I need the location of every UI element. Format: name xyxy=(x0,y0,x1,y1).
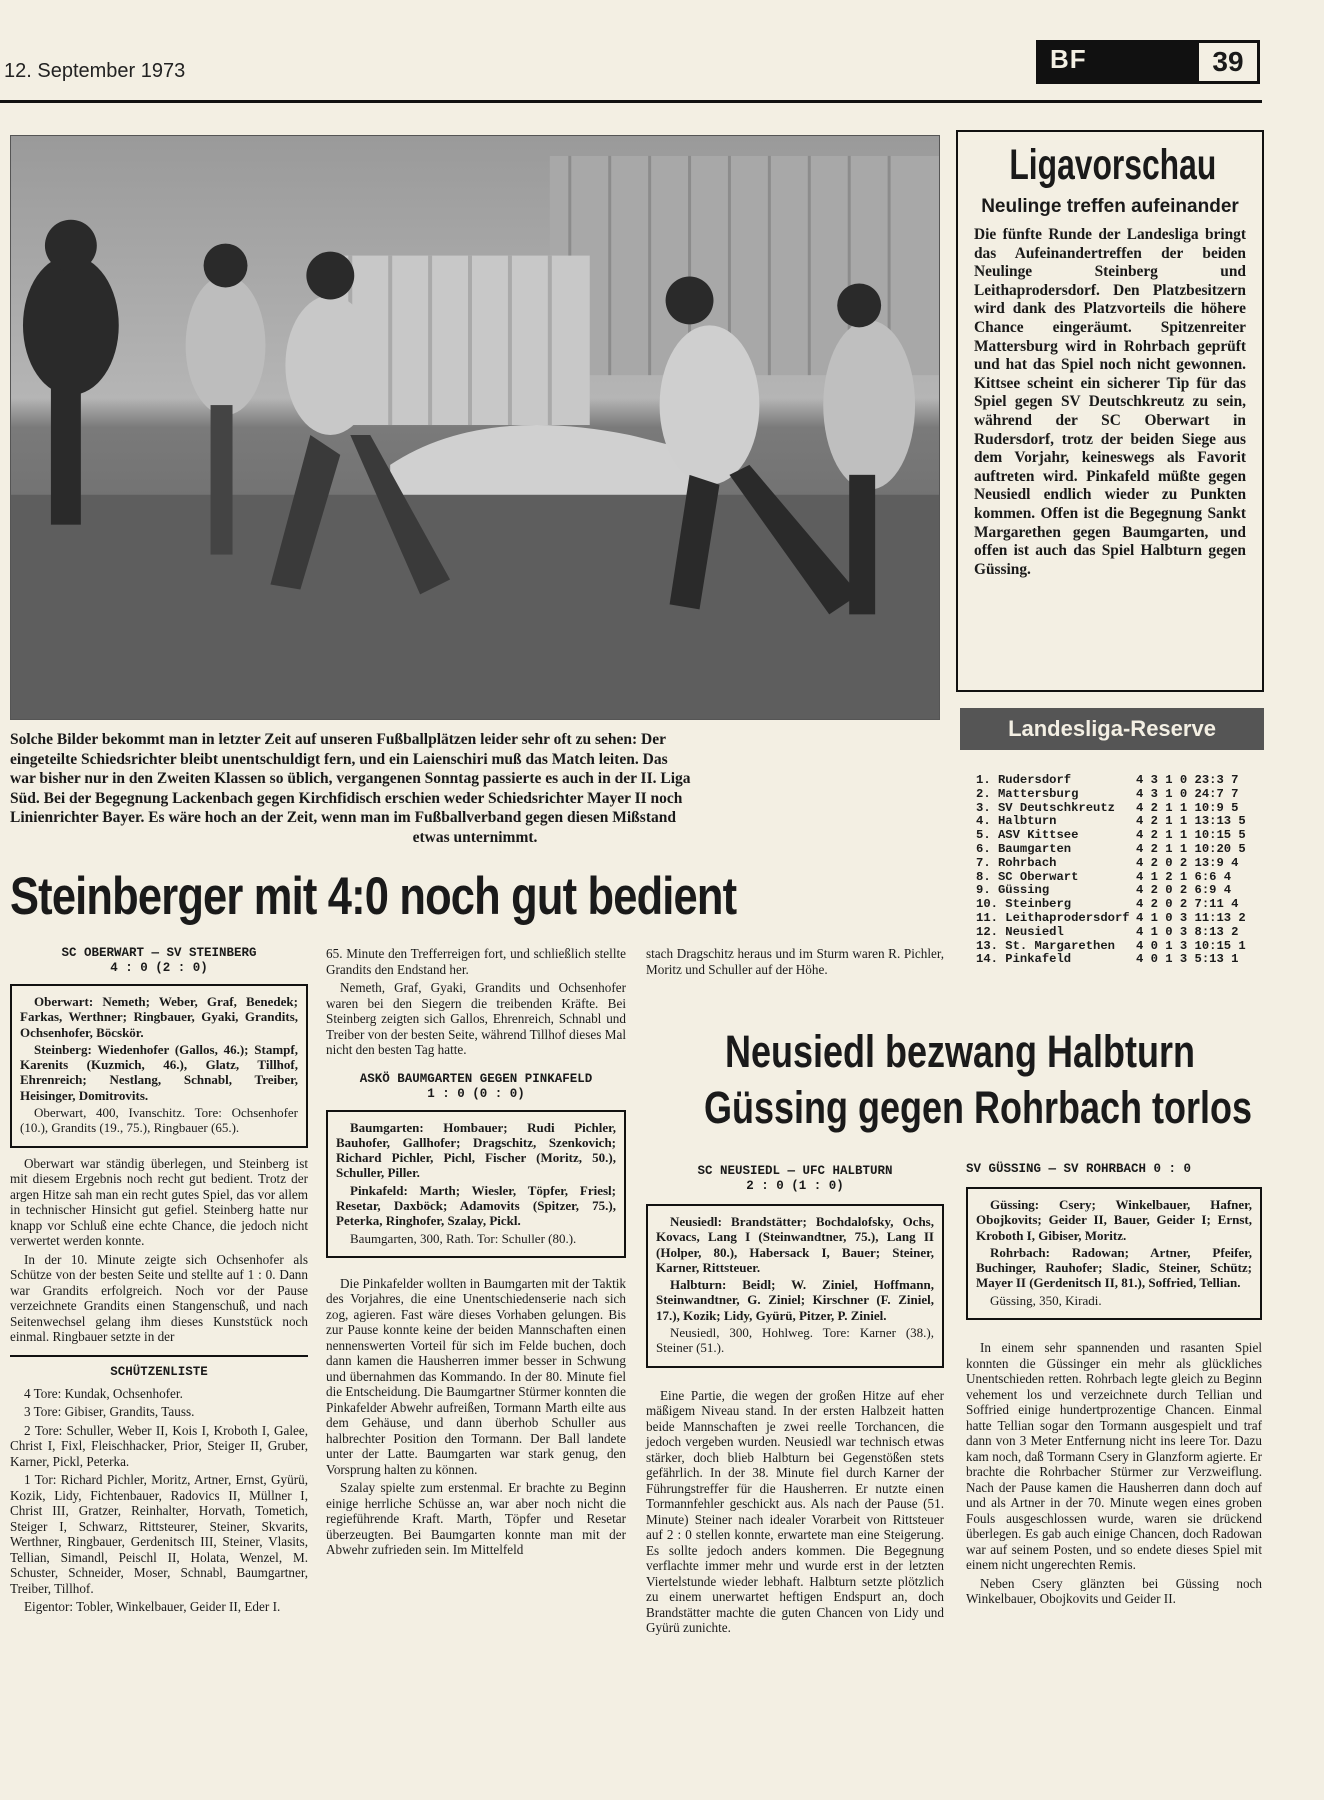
team-name: 11. Leithaprodersdorf xyxy=(976,911,1130,925)
scorers-entry: Eigentor: Tobler, Winkelbauer, Geider II, Eder I. xyxy=(24,1599,281,1615)
reserve-table-title: Landesliga-Reserve xyxy=(960,708,1264,750)
team-name: 3. SV Deutschkreutz xyxy=(976,801,1115,815)
match2-score: 1 : 0 (0 : 0) xyxy=(427,1086,525,1101)
team-stats: 4 2 1 1 10:9 5 xyxy=(1136,800,1239,815)
table-row xyxy=(976,884,1262,898)
match4-facts: Güssing, 350, Kiradi. xyxy=(990,1292,1102,1308)
lineup-baumgarten: Baumgarten: Hombauer; Rudi Pichler, Bauhofer, Gallhofer; Dragschitz, Szenkovich; Richard Pichler, Pichl, Fischer (Moritz, 50.), Schuller, Piller. xyxy=(336,1119,616,1181)
team-stats: 4 2 0 2 7:11 4 xyxy=(1136,897,1239,912)
match2-facts: Baumgarten, 300, Rath. Tor: Schuller (80.). xyxy=(350,1230,577,1246)
lineup-guessing: Güssing: Csery; Winkelbauer, Hafner, Obojkovits; Geider II, Bauer, Geider I; Ernst, Kroboth I, Gibiser, Moritz. xyxy=(976,1197,1252,1243)
team-name: 9. Güssing xyxy=(976,884,1050,898)
team-name: 7. Rohrbach xyxy=(976,856,1057,870)
issue-date: 12. September 1973 xyxy=(4,60,186,82)
lineup-halbturn: Halbturn: Beidl; W. Ziniel, Hoffmann, Steinwandtner, G. Ziniel; Kirschner (F. Ziniel, 17.), Kozik; Lidy, Gyürü, Pitzer, P. Ziniel. xyxy=(656,1277,934,1323)
report-paragraph: Oberwart war ständig überlegen, und Steinberg ist mit diesem Ergebnis noch recht gut bedient. Trotz der argen Hitze sah man ein recht gutes Spiel, das vor allem in technischer Hinsicht gut gefiel. Steinberg hatte nur knapp vor Schluß eine echte Chance, die jedoch nicht verwertet werden konnte. xyxy=(10,1155,308,1249)
team-stats: 4 2 1 1 10:20 5 xyxy=(1136,841,1246,856)
match3-facts: Neusiedl, 300, Hohlweg. Tore: Karner (38.), Steiner (51.). xyxy=(656,1325,934,1356)
team-stats: 4 1 0 3 8:13 2 xyxy=(1136,924,1239,939)
table-row xyxy=(976,802,1262,816)
table-row xyxy=(976,857,1262,871)
report-paragraph: Die Pinkafelder wollten in Baumgarten mit der Taktik des Vorjahres, die eine Unentschiedenserie nach sich zog, agieren. Fast wäre dieses Vorhaben gelungen. Bis zur Pause konnte keine der beiden Mannschaften einen nennenswerten Vorteil für sich im Felde buchen, doch dann kamen die Hausherren immer besser in Schwung und übernahmen das Kommando. In der 80. Minute fiel die Entscheidung. Die Baumgartner Stürmer konnten die Pinkafelder Abwehr aufreißen, Tormann Marth eilte aus dem Gehäuse, und dann überhob Schuller aus halbrechter Position den Tormann. Der Ball landete unter der Latte. Baumgarten war stark genug, den Vorsprung halten zu können. xyxy=(326,1275,626,1477)
column-1 xyxy=(10,946,308,1618)
team-stats: 4 0 1 3 10:15 1 xyxy=(1136,938,1246,953)
column-3-top xyxy=(646,946,944,980)
preview-subtitle: Neulinge treffen aufeinander xyxy=(981,196,1239,217)
team-stats: 4 2 0 2 6:9 4 xyxy=(1136,883,1232,898)
match4-heading: SV GÜSSING — SV ROHRBACH 0 : 0 xyxy=(966,1162,1192,1176)
report-paragraph: In der 10. Minute zeigte sich Ochsenhofer als Schütze von der besten Seite und stellte auf 1 : 0. Dann war Grandits erfolgreich. Noch vor der Pause verzeichnete Grandits einen Stangenschuß, und nach Seitenwechsel gelang ihm dieses Kunststück noch einmal. Ringbauer setzte in der xyxy=(10,1251,308,1345)
team-stats: 4 0 1 3 5:13 1 xyxy=(1136,952,1239,967)
match3-score: 2 : 0 (1 : 0) xyxy=(746,1179,844,1193)
report-paragraph: Szalay spielte zum erstenmal. Er brachte zu Beginn einige herrliche Schüsse an, war aber noch nicht die regieführende Kraft. Marth, Töpfer und Resetar überzeugten. Bei Baumgarten konnte man mit der Abwehr zufrieden sein. Im Mittelfeld xyxy=(326,1480,626,1558)
match1-lineup-box xyxy=(10,984,308,1148)
preview-title: Ligavorschau xyxy=(1009,141,1217,189)
team-name: 8. SC Oberwart xyxy=(976,870,1079,884)
team-name: 5. ASV Kittsee xyxy=(976,829,1079,843)
team-name: 1. Rudersdorf xyxy=(976,774,1072,787)
team-name: 13. St. Margarethen xyxy=(976,939,1115,953)
team-name: 14. Pinkafeld xyxy=(976,953,1072,967)
report-paragraph: stach Dragschitz heraus und im Sturm waren R. Pichler, Moritz und Schuller auf der Höhe. xyxy=(646,946,944,977)
table-row xyxy=(976,898,1262,912)
scorers-entry: 2 Tore: Schuller, Weber II, Kois I, Kroboth I, Galee, Christ I, Fixl, Fleischhacker, Prior, Steiger II, Gruber, Karner, Pickl, Peterka. xyxy=(10,1422,308,1469)
table-row xyxy=(976,788,1262,802)
table-row xyxy=(976,815,1262,829)
table-row xyxy=(976,843,1262,857)
table-row xyxy=(976,940,1262,954)
report-paragraph: Eine Partie, die wegen der großen Hitze auf eher mäßigem Niveau stand. In der ersten Halbzeit hatten beide Mannschaften je zwei reelle Torchancen, die jedoch vergeben wurden. Neusiedl war technisch etwas stärker, doch blieb Halbturn bei Gegenstößen stets gefährlich. In der 38. Minute fiel durch Karner der Führungstreffer für die Hausherren. Er nutzte einen Tormannfehler geschickt aus. Als nach der Pause (51. Minute) Steiner nach idealer Vorarbeit von Rittsteuer auf 2 : 0 stellen konnte, erwartete man eine Steigerung. Es sollte jedoch anders kommen. Die Begegnung verflachte immer mehr und wurde erst in der letzten Viertelstunde wieder lebhaft. Halbturn setzte plötzlich zu einem unerwartet heftigen Endspurt an, doch Brandstätter machte die guten Chancen von Lidy und Gyürü zunichte. xyxy=(646,1387,944,1636)
report-paragraph: Neben Csery glänzten bei Güssing noch Winkelbauer, Obojkovits und Geider II. xyxy=(966,1575,1262,1607)
preview-body: Die fünfte Runde der Landesliga bringt das Aufeinandertreffen der beiden Neulinge Steinberg und Leithaprodersdorf. Den Platzbesitzern wird dank des Platzvorteils die höhere Chance eingeräumt. Spitzenreiter Mattersburg wird in Rohrbach geprüft und hat das Spiel noch nicht gewonnen. Kittsee scheint ein sicherer Tip für das Spiel gegen SV Deutschkreutz zu sein, während der SC Oberwart in Rudersdorf, trotz der beiden Siege aus dem Vorjahr, keineswegs als Favorit auftreten wird. Pinkafeld müßte gegen Neusiedl endlich wieder zu Punkten kommen. Offen ist die Begegnung Sankt Margarethen gegen Baumgarten, und offen ist auch das Spiel Halbturn gegen Güssing. xyxy=(974,226,1246,578)
section-label: BF xyxy=(1036,40,1196,84)
team-stats: 4 1 0 3 11:13 2 xyxy=(1136,910,1246,925)
second-headline-line: Neusiedl bezwang Halbturn xyxy=(724,1026,1196,1077)
report-paragraph: 65. Minute den Trefferreigen fort, und schließlich stellte Grandits den Endstand her. xyxy=(326,946,626,977)
team-stats: 4 2 1 1 13:13 5 xyxy=(1136,814,1246,829)
team-name: 10. Steinberg xyxy=(976,898,1072,912)
scorers-entry: 4 Tore: Kundak, Ochsenhofer. xyxy=(24,1385,183,1401)
team-name: 6. Baumgarten xyxy=(976,842,1072,856)
caption-line: Süd. Bei der Begegnung Lackenbach gegen Kirchfidisch erschien weder Schiedsrichter Mayer II noch xyxy=(10,789,683,807)
match1-score: 4 : 0 (2 : 0) xyxy=(110,961,208,975)
team-stats: 4 3 1 0 23:3 7 xyxy=(1136,773,1239,787)
match4-lineup-box xyxy=(966,1187,1262,1320)
caption-line: war bisher nur in den Zweiten Klassen so üblich, vergangenen Sonntag passierte es auch in der II. Liga xyxy=(10,770,691,788)
team-stats: 4 1 2 1 6:6 4 xyxy=(1136,869,1232,884)
team-name: 2. Mattersburg xyxy=(976,787,1079,801)
match3-lineup-box xyxy=(646,1204,944,1368)
table-row xyxy=(976,871,1262,885)
caption-line: Linienrichter Bayer. Es wäre hoch an der Zeit, wenn man im Fußballverband gegen diesen Mißstand xyxy=(10,809,676,827)
match2-heading: ASKÖ BAUMGARTEN GEGEN PINKAFELD xyxy=(359,1071,593,1086)
reserve-standings-table xyxy=(976,774,1262,967)
team-name: 4. Halbturn xyxy=(976,815,1057,829)
caption-line: Solche Bilder bekommt man in letzter Zeit auf unseren Fußballplätzen leider sehr oft zu sehen: Der xyxy=(10,731,666,748)
second-headline xyxy=(704,1024,1253,1136)
lineup-pinkafeld: Pinkafeld: Marth; Wiesler, Töpfer, Friesl; Resetar, Daxböck; Adamovits (Spitzer, 75.), Peterka, Ringhofer, Szalay, Pickl. xyxy=(336,1182,616,1229)
scorers-entry: 3 Tore: Gibiser, Grandits, Tauss. xyxy=(24,1404,195,1420)
page-number: 39 xyxy=(1196,40,1260,84)
scorers-entry: 1 Tor: Richard Pichler, Moritz, Artner, Ernst, Gyürü, Kozik, Lidy, Fichtenbauer, Radovics II, Müllner I, Christ III, Gratzer, Reinhalter, Horvath, Tometich, Steiger I, Schwarz, Rittsteurer, Steiner, Skvarits, Werthner, Ringbauer, Gerdenitsch III, Steiner, Vlasits, Tellian, Simandl, Peischl II, Holata, Wenzel, M. Schuster, Schneider, Moser, Schnabl, Baumgartner, Treiber, Tillhof. xyxy=(10,1472,308,1596)
match3-heading: SC NEUSIEDL — UFC HALBTURN xyxy=(697,1164,893,1178)
match2-lineup-box xyxy=(326,1110,626,1258)
column-3 xyxy=(646,1164,944,1639)
report-paragraph: In einem sehr spannenden und rasanten Spiel konnten die Güssinger ein mehr als glückliches Unentschieden retten. Rohrbach legte gleich zu Beginn vehement los und verzeichnete durch Tellian und Soffried einige hundertprozentige Chancen. Einmal hatte Tellian sogar den Tormann ausgespielt und traf dann von 3 Meter Entfernung nicht ins leere Tor. Dazu kam noch, daß Tormann Csery in Glanzform agierte. Er brachte die Rohrbacher Stürmer zur Verzweiflung. Nach der Pause kamen die Hausherren dann doch auf und als Artner in der 70. Minute wegen eines groben Fouls ausgeschlossen wurde, waren sie drückend überlegen. Es gab auch einige Chancen, doch Radowan war auf seinem Posten, und so endete dieses Spiel mit einem nicht ungerechten Remis. xyxy=(966,1340,1262,1573)
masthead xyxy=(1036,40,1260,84)
lineup-steinberg: Steinberg: Wiedenhofer (Gallos, 46.); Stampf, Karenits (Kuzmich, 46.), Glatz, Tillhof, Ehrenreich; Nestlang, Schnabl, Treiber, Heisinger, Domitrovits. xyxy=(20,1041,298,1103)
team-name: 12. Neusiedl xyxy=(976,925,1064,939)
table-row xyxy=(976,774,1262,788)
table-row xyxy=(976,953,1262,967)
league-preview-box xyxy=(956,130,1264,692)
photo-caption xyxy=(10,730,940,848)
lineup-oberwart: Oberwart: Nemeth; Weber, Graf, Benedek; Farkas, Werthner; Ringbauer, Gyaki, Grandits, Ochsenhofer, Böcskör. xyxy=(20,994,298,1040)
section-rule xyxy=(10,1355,308,1357)
column-4 xyxy=(966,1162,1262,1610)
match1-heading: SC OBERWART — SV STEINBERG xyxy=(61,946,257,960)
team-stats: 4 3 1 0 24:7 7 xyxy=(1136,786,1239,801)
table-row xyxy=(976,926,1262,940)
team-stats: 4 2 0 2 13:9 4 xyxy=(1136,855,1239,870)
report-paragraph: Nemeth, Graf, Gyaki, Grandits und Ochsenhofer waren bei den Siegern die treibenden Kräfte. Bei Steinberg zeigten sich Gallos, Ehrenreich, Schnabl und Treiber von der besten Seite, während Tillhof dieses Mal nicht den besten Tag hatte. xyxy=(326,980,626,1057)
match1-facts: Oberwart, 400, Ivanschitz. Tore: Ochsenhofer (10.), Grandits (19., 75.), Ringbauer (65.). xyxy=(20,1105,298,1136)
second-headline-line: Güssing gegen Rohrbach torlos xyxy=(704,1082,1253,1133)
lineup-rohrbach: Rohrbach: Radowan; Artner, Pfeifer, Buchinger, Rauhofer; Sladic, Steiner, Schütz; Mayer II (Gerdenitsch II, 81.), Soffried, Tellian. xyxy=(976,1244,1252,1291)
table-row xyxy=(976,912,1262,926)
scorers-heading: SCHÜTZENLISTE xyxy=(110,1364,208,1379)
caption-line: eingeteilte Schiedsrichter bleibt unentschuldigt fern, und ein Laienschiri muß das Match leiten. Das xyxy=(10,750,668,768)
match-photo xyxy=(10,135,940,720)
team-stats: 4 2 1 1 10:15 5 xyxy=(1136,828,1246,843)
lineup-neusiedl: Neusiedl: Brandstätter; Bochdalofsky, Ochs, Kovacs, Lang I (Steinwandtner, 75.), Lang II (Holper, 80.), Habersack I, Bauer; Steiner, Karner, Rittsteuer. xyxy=(656,1214,934,1275)
column-2 xyxy=(326,946,626,1561)
football-players-photo xyxy=(11,136,939,719)
table-row xyxy=(976,829,1262,843)
main-headline: Steinberger mit 4:0 noch gut bedient xyxy=(10,867,737,926)
caption-line: etwas unternimmt. xyxy=(412,828,538,846)
header-rule xyxy=(0,100,1262,103)
